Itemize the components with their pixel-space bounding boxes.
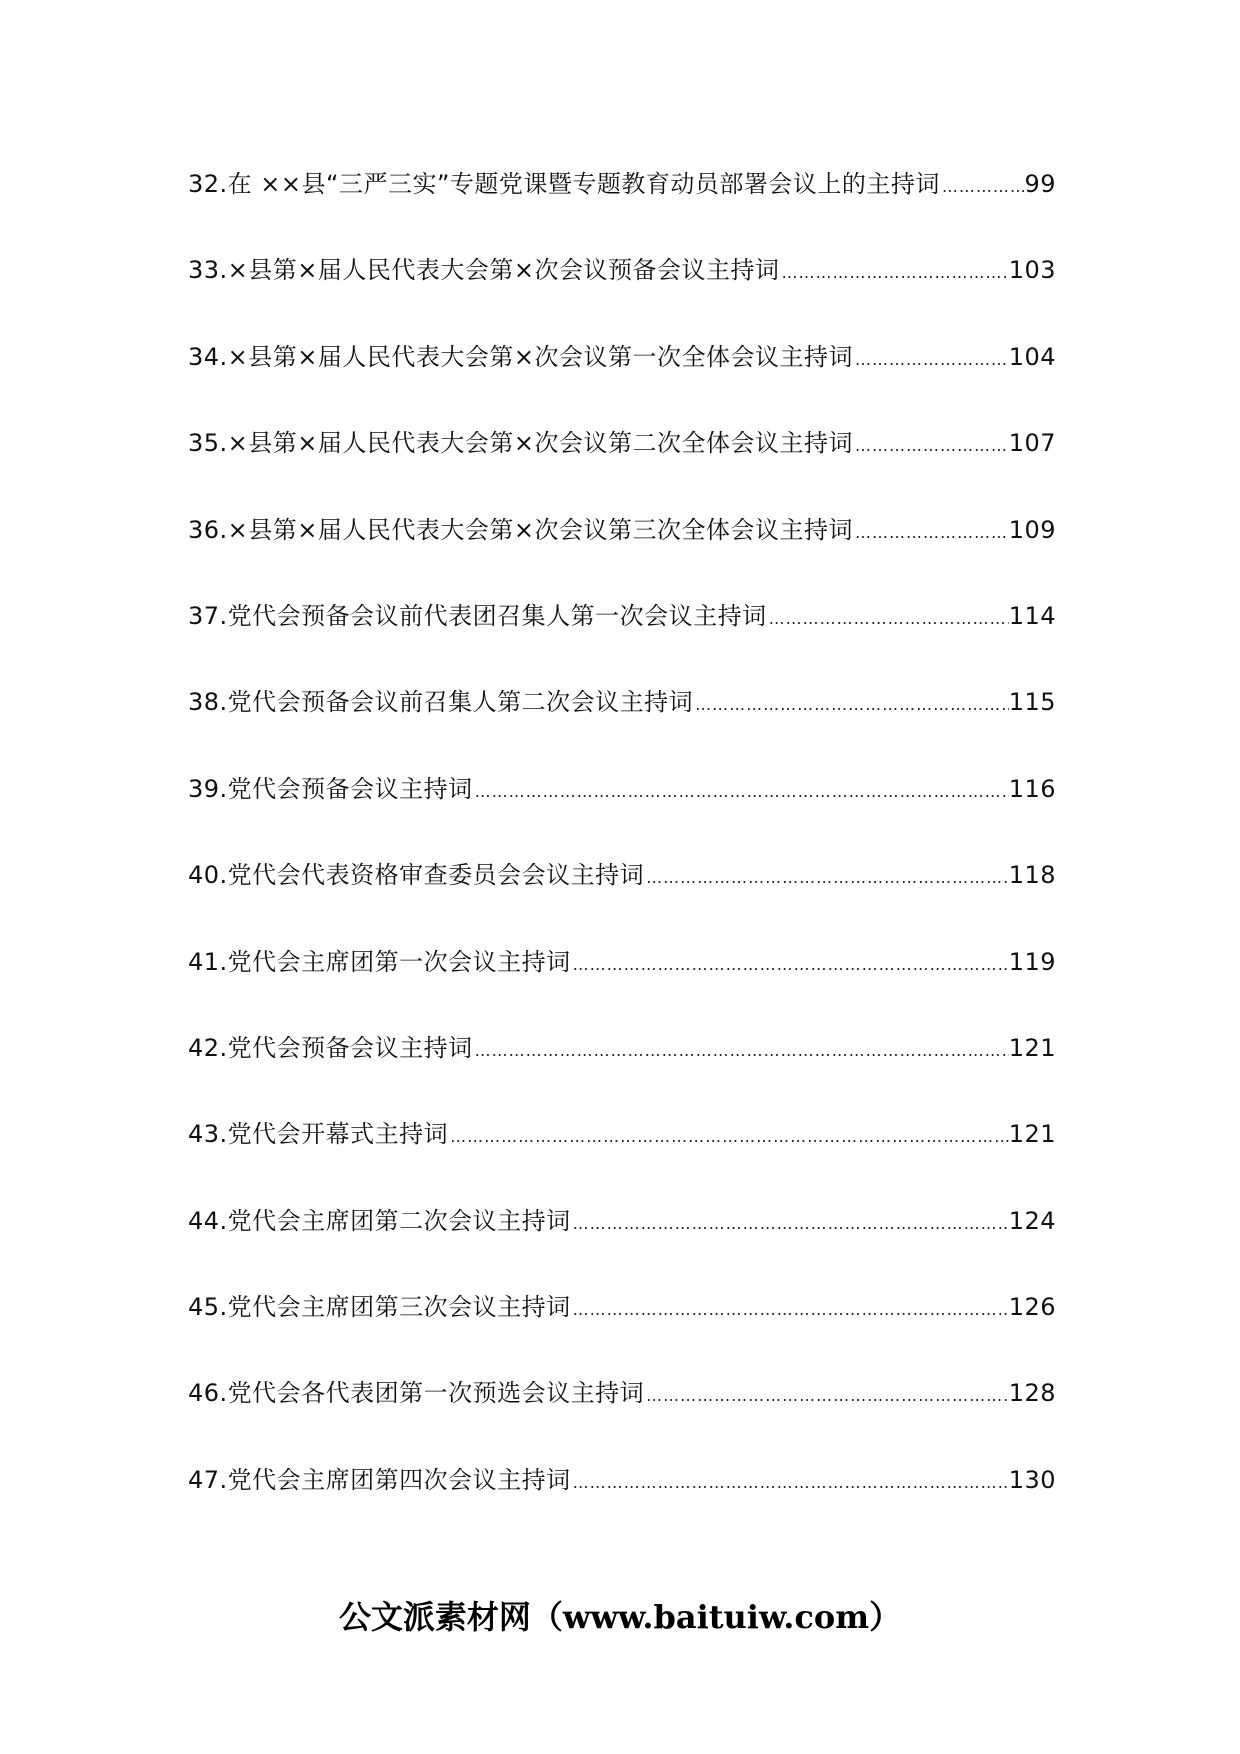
toc-entry-title: 40.党代会代表资格审查委员会会议主持词 — [188, 861, 645, 890]
toc-entry — [188, 1373, 1056, 1459]
toc-page-number: 130 — [1008, 1465, 1056, 1494]
toc-page-number: 121 — [1008, 1120, 1056, 1149]
dot-leader — [571, 1473, 1009, 1492]
toc-entry-title: 38.党代会预备会议前召集人第二次会议主持词 — [188, 688, 694, 717]
toc-page-number: 116 — [1008, 774, 1056, 803]
toc-entry — [188, 250, 1056, 336]
dot-leader — [473, 1041, 1009, 1060]
toc-entry-title: 32.在 ××县“三严三实”专题党课暨专题教育动员部署会议上的主持词 — [188, 170, 940, 198]
toc-entry — [188, 1114, 1056, 1200]
toc-page-number: 119 — [1008, 947, 1056, 976]
toc-entry-title: 46.党代会各代表团第一次预选会议主持词 — [188, 1379, 645, 1408]
dot-leader — [571, 955, 1009, 974]
toc-entry-title: 44.党代会主席团第二次会议主持词 — [188, 1206, 571, 1235]
dot-leader — [853, 436, 1009, 455]
toc-entry — [188, 337, 1056, 423]
toc-page-number: 99 — [1024, 170, 1056, 198]
toc-page-number: 124 — [1008, 1206, 1056, 1235]
toc-entry — [188, 423, 1056, 509]
dot-leader — [571, 1300, 1009, 1319]
dot-leader — [571, 1214, 1009, 1233]
dot-leader — [473, 782, 1009, 801]
toc-entry-title: 42.党代会预备会议主持词 — [188, 1033, 473, 1062]
toc-page-number: 114 — [1008, 601, 1056, 630]
toc-entry — [188, 1287, 1056, 1373]
toc-entry — [188, 596, 1056, 682]
toc-entry-title: 34.×县第×届人民代表大会第×次会议第一次全体会议主持词 — [188, 342, 853, 371]
dot-leader — [780, 263, 1009, 282]
toc-page-number: 115 — [1008, 688, 1056, 717]
toc-entry — [188, 769, 1056, 855]
toc-page-number: 109 — [1008, 515, 1056, 544]
toc-entry-title: 35.×县第×届人民代表大会第×次会议第二次全体会议主持词 — [188, 429, 853, 458]
toc-entry-title: 39.党代会预备会议主持词 — [188, 774, 473, 803]
toc-entry-title: 45.党代会主席团第三次会议主持词 — [188, 1293, 571, 1322]
toc-entry-title: 37.党代会预备会议前代表团召集人第一次会议主持词 — [188, 601, 767, 630]
toc-page-number: 103 — [1008, 256, 1056, 285]
toc-entry — [188, 1028, 1056, 1114]
dot-leader — [644, 868, 1009, 887]
toc-page-number: 121 — [1008, 1033, 1056, 1062]
dot-leader — [693, 695, 1009, 714]
toc-entry-title: 43.党代会开幕式主持词 — [188, 1120, 449, 1149]
toc-entry-title: 36.×县第×届人民代表大会第×次会议第三次全体会议主持词 — [188, 515, 853, 544]
footer-watermark: 公文派素材网（www.baituiw.com） — [338, 1598, 902, 1636]
toc-entry-title: 41.党代会主席团第一次会议主持词 — [188, 947, 571, 976]
dot-leader — [767, 609, 1009, 628]
toc-page-number: 118 — [1008, 861, 1056, 890]
toc-entry — [188, 1201, 1056, 1287]
toc-entry — [188, 682, 1056, 768]
toc-entry-title: 47.党代会主席团第四次会议主持词 — [188, 1465, 571, 1494]
dot-leader — [853, 523, 1009, 542]
table-of-contents — [188, 164, 1056, 1546]
toc-page-number: 128 — [1008, 1379, 1056, 1408]
dot-leader — [448, 1127, 1009, 1146]
toc-page-number: 107 — [1008, 429, 1056, 458]
toc-entry — [188, 1460, 1056, 1546]
toc-entry — [188, 164, 1056, 250]
toc-page-number: 104 — [1008, 342, 1056, 371]
dot-leader — [853, 350, 1009, 369]
dot-leader — [940, 177, 1025, 196]
toc-entry — [188, 510, 1056, 596]
toc-entry — [188, 942, 1056, 1028]
toc-entry — [188, 855, 1056, 941]
toc-entry-title: 33.×县第×届人民代表大会第×次会议预备会议主持词 — [188, 256, 780, 285]
toc-page-number: 126 — [1008, 1293, 1056, 1322]
dot-leader — [644, 1386, 1009, 1405]
